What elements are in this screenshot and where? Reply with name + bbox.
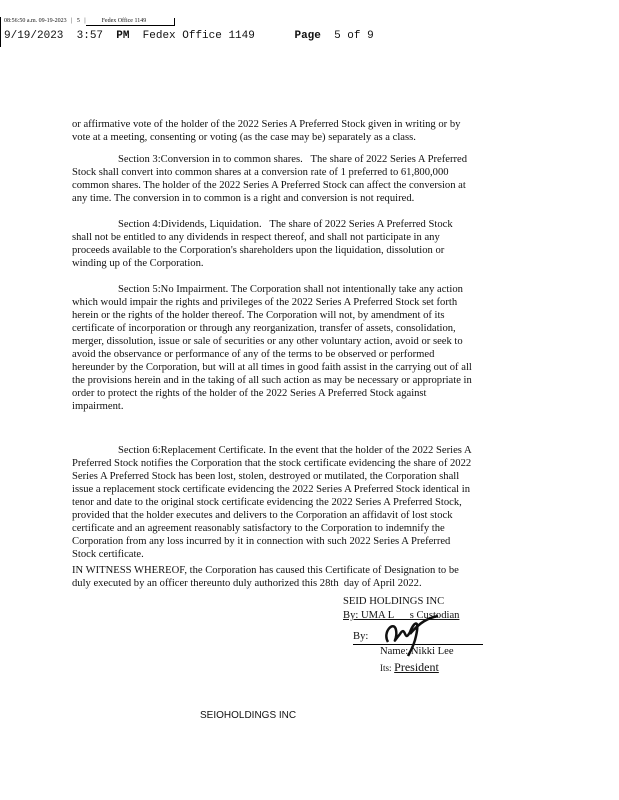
paragraph [72,218,453,270]
paragraph [72,564,459,590]
paragraph-line: Section 5:No Impairment. The Corporation shall not intentionally take any action [118,284,463,295]
signature-company: SEID HOLDINGS INC [343,596,445,607]
paragraph-line: or affirmative vote of the holder of the 2022 Series A Preferred Stock given in writing or by [72,119,461,130]
fax-time: 3:57 [76,30,104,42]
fax-margin-line [0,17,1,47]
paragraph-line: which would impair the rights and privileges of the 2022 Series A Preferred Stock set forth [72,297,458,308]
paragraph-line: certificate of incorporation or through any reorganization, transfer of assets, consolidation, [72,323,456,334]
paragraph-line: proceeds available to the Corporation's shareholders upon the liquidation, dissolution or [72,245,445,256]
fax-date: 9/19/2023 [4,30,64,42]
signature-by-custodian: By: UMA L s Custodian [343,610,460,621]
paragraph-line: any time. The conversion in to common is a right and conversion is not required. [72,193,415,204]
footer-text: SEIOHOLDINGS INC [200,710,297,721]
paragraph-line: the provisions herein and in the taking of all such action as may be necessary or appropriate in [72,375,472,386]
fax-small-header [4,18,175,26]
paragraph-line: Series A Preferred Stock has been lost, stolen, destroyed or mutilated, the Corporation shall [72,471,460,482]
fax-page: 5 of 9 [334,30,374,42]
paragraph-line: Preferred Stock notifies the Corporation that the stock certificate evidencing the share of 2022 [72,458,472,469]
paragraph-line: Corporation from any loss incurred by it in connection with such 2022 Series A Preferred [72,536,451,547]
fax-header [4,30,374,43]
paragraph-line: tenor and date to the original stock certificate evidencing the 2022 Series A Preferred Stock, [72,497,462,508]
paragraph-line: IN WITNESS WHEREOF, the Corporation has caused this Certificate of Designation to be [72,565,459,576]
paragraph-line: Stock certificate. [72,549,144,560]
paragraph-line: Stock shall convert into common shares at a conversion rate of 1 preferred to 61,800,000 [72,167,449,178]
signature-its-label: Its: [380,663,392,673]
paragraph-line: merger, dissolution, issue or sale of securities or any other voluntary action, avoid or seek to [72,336,463,347]
signature-title: President [394,660,439,674]
paragraph-line: common shares. The holder of the 2022 Series A Preferred Stock can affect the conversion at [72,180,466,191]
paragraph [72,153,467,205]
paragraph-line: issue a replacement stock certificate evidencing the 2022 Series A Preferred Stock identical in [72,484,471,495]
fax-small-text: 08:56:50 a.m. 09-19-2023 | 5 | [4,18,86,24]
paragraph-line: Section 6:Replacement Certificate. In the event that the holder of the 2022 Series A [118,445,472,456]
paragraph-line: herein or the rights of the holder thereof. The Corporation will not, by amendment of its [72,310,445,321]
signature-by-label: By: [353,631,369,642]
paragraph-line: certificate and an agreement reasonably satisfactory to the Corporation to indemnify the [72,523,445,534]
paragraph-line: winding up of the Corporation. [72,258,204,269]
fax-sender: Fedex Office 1149 [142,30,255,42]
paragraph-line: duly executed by an officer thereunto duly authorized this 28th day of April 2022. [72,578,422,589]
paragraph-line: provided that the holder executes and delivers to the Corporation an affidavit of lost stock [72,510,453,521]
paragraph-line: shall not be entitled to any dividends in respect thereof, and shall not participate in any [72,232,440,243]
paragraph-line: Section 3:Conversion in to common shares. The share of 2022 Series A Preferred [118,154,468,165]
paragraph [72,283,472,413]
paragraph-line: order to protect the rights of the holder of the 2022 Series A Preferred Stock against [72,388,427,399]
paragraph-line: hereunder by the Corporation, but will at all times in good faith assist in the carrying out of all [72,362,472,373]
paragraph-line: avoid the observance or performance of any of the terms to be observed or performed [72,349,435,360]
paragraph-line: Section 4:Dividends, Liquidation. The share of 2022 Series A Preferred Stock [118,219,453,230]
fax-ampm: PM [116,30,130,42]
paragraph-line: vote at a meeting, consenting or voting (as the case may be) separately as a class. [72,132,416,143]
paragraph-line: impairment. [72,401,124,412]
paragraph [72,444,472,561]
fax-small-box: Fedex Office 1149 [86,18,176,26]
signature-name: Name: Nikki Lee [380,646,454,657]
paragraph [72,118,460,144]
fax-page-label: Page [294,30,321,42]
